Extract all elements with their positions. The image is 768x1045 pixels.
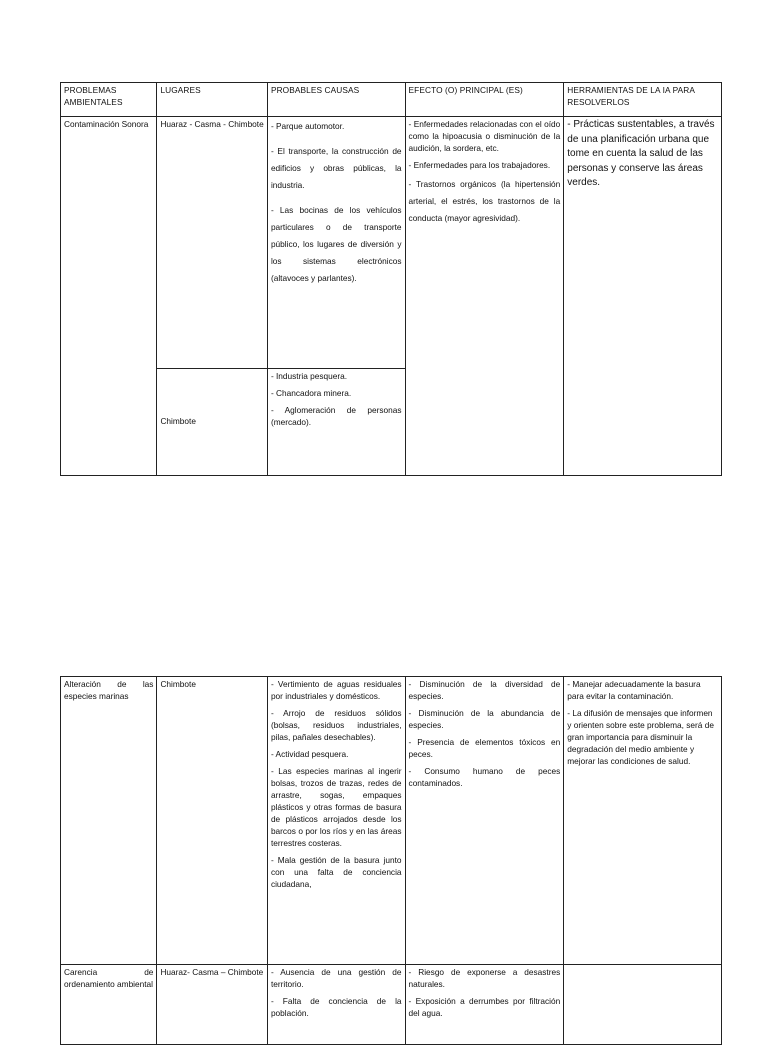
- problem-cell: Carencia de ordenamiento ambiental: [61, 965, 157, 1045]
- cause-item: - Actividad pesquera.: [270, 749, 349, 760]
- place-cell: Huaraz- Casma – Chimbote: [157, 965, 268, 1045]
- effects-cell: [405, 677, 564, 965]
- cause-item: - Falta de conciencia de la población.: [270, 996, 402, 1019]
- place-cell: Huaraz - Casma - Chimbote: [157, 117, 268, 369]
- header-tools: HERRAMIENTAS DE LA IA PARA RESOLVERLOS: [564, 83, 722, 117]
- cause-item: - Aglomeración de personas (mercado).: [270, 405, 402, 428]
- tools-cell: [564, 965, 722, 1045]
- header-causes: PROBABLES CAUSAS: [267, 83, 405, 117]
- header-effects: EFECTO (O) PRINCIPAL (ES): [405, 83, 564, 117]
- cause-item: - Mala gestión de la basura junto con una falta de conciencia ciudadana,: [270, 855, 402, 890]
- cause-item: - Chancadora minera.: [270, 388, 352, 399]
- header-places: LUGARES: [157, 83, 268, 117]
- cause-item: - El transporte, la construcción de edificios y obras públicas, la industria.: [270, 146, 402, 190]
- effect-item: - Disminución de la diversidad de especies.: [408, 679, 561, 702]
- table-row: [61, 677, 722, 965]
- cause-item: - Las especies marinas al ingerir bolsas, trozos de trazas, redes de arrastre, sogas, empaques plásticos y otras formas de basura de plásticos arrojados desde los barcos o por los ríos y en las áreas terrestres costeras.: [270, 766, 402, 849]
- cause-item: - Arrojo de residuos sólidos (bolsas, residuos industriales, pilas, pañales desechables).: [270, 708, 402, 743]
- tools-cell: [564, 677, 722, 965]
- effect-item: - Disminución de la abundancia de especies.: [408, 708, 561, 731]
- header-problems: PROBLEMAS AMBIENTALES: [61, 83, 157, 117]
- cause-item: - Industria pesquera.: [270, 371, 348, 381]
- cause-item: - Las bocinas de los vehículos particulares o de transporte público, los lugares de diversión y los sistemas electrónicos (altavoces y parlantes).: [270, 205, 402, 283]
- environmental-problems-table-2: [60, 676, 722, 1045]
- place-cell: Chimbote: [157, 369, 268, 476]
- effect-item: - Trastornos orgánicos (la hipertensión arterial, el estrés, los trastornos de la conducta (mayor agresividad).: [408, 179, 561, 224]
- table-row: [61, 965, 722, 1045]
- causes-cell: [267, 677, 405, 965]
- effects-cell: [405, 117, 564, 476]
- cause-item: - Vertimiento de aguas residuales por industriales y domésticos.: [270, 679, 402, 702]
- problem-cell: Alteración de las especies marinas: [61, 677, 157, 965]
- cause-item: - Ausencia de una gestión de territorio.: [270, 967, 402, 990]
- table-header-row: [61, 83, 722, 117]
- effect-item: - Enfermedades para los trabajadores.: [408, 160, 551, 171]
- table-row: [61, 117, 722, 369]
- effect-item: - Riesgo de exponerse a desastres naturales.: [408, 967, 561, 990]
- causes-cell: [267, 117, 405, 369]
- causes-cell: [267, 965, 405, 1045]
- causes-cell: [267, 369, 405, 476]
- effect-item: - Consumo humano de peces contaminados.: [408, 766, 561, 789]
- tool-item: - La difusión de mensajes que informen y orienten sobre este problema, será de gran importancia para disminuir la degradación del medio ambiente y mejorar las condiciones de salud.: [567, 708, 714, 767]
- effect-item: - Enfermedades relacionadas con el oído como la hipoacusia o disminución de la audición, la sordera, etc.: [408, 119, 561, 154]
- tools-cell: - Prácticas sustentables, a través de una planificación urbana que tome en cuenta la salud de las personas y conserve las áreas verdes.: [564, 117, 722, 476]
- problem-cell: Contaminación Sonora: [61, 117, 157, 476]
- tool-item: - Manejar adecuadamente la basura para evitar la contaminación.: [567, 679, 701, 702]
- place-cell: Chimbote: [157, 677, 268, 965]
- effect-item: - Exposición a derrumbes por filtración del agua.: [408, 996, 561, 1019]
- cause-item: - Parque automotor.: [270, 121, 345, 131]
- effects-cell: [405, 965, 564, 1045]
- environmental-problems-table-1: [60, 82, 722, 476]
- effect-item: - Presencia de elementos tóxicos en peces.: [408, 737, 561, 760]
